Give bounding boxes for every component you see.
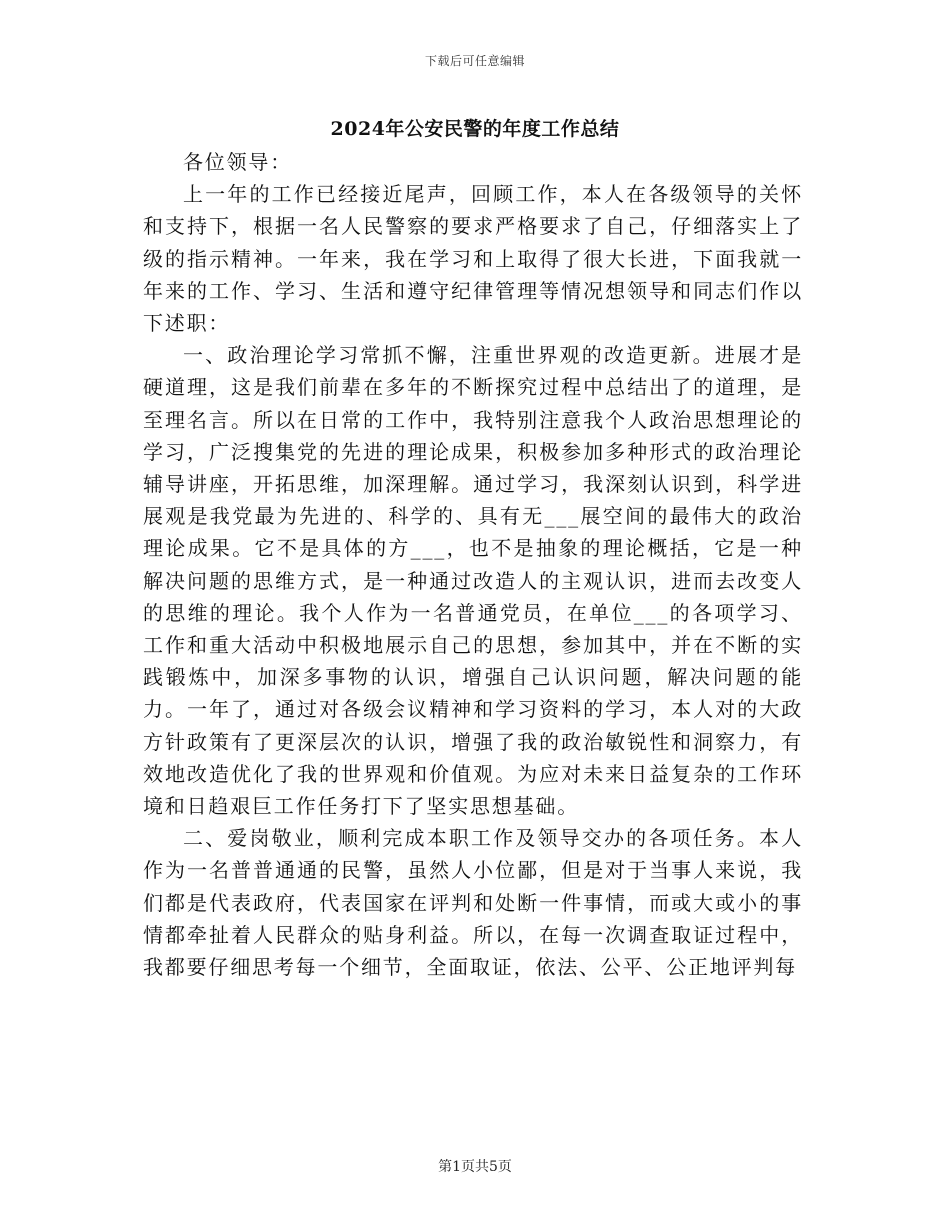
document-body (143, 146, 803, 983)
page-number: 第1页共5页 (438, 1159, 512, 1175)
paragraph-intro: 上一年的工作已经接近尾声，回顾工作，本人在各级领导的关怀和支持下，根据一名人民警察的要求严格要求了自己，仔细落实上了级的指示精神。一年来，我在学习和上取得了很大长进，下面我就一年来的工作、学习、生活和遵守纪律管理等情况想领导和同志们作以下述职： (143, 182, 803, 336)
paragraph-dedication: 二、爱岗敬业，顺利完成本职工作及领导交办的各项任务。本人作为一名普普通通的民警，虽然人小位鄙，但是对于当事人来说，我们都是代表政府，代表国家在评判和处断一件事情，而或大或小的事情都牵扯着人民群众的贴身利益。所以，在每一次调查取证过程中，我都要仔细思考每一个细节，全面取证，依法、公平、公正地评判每 (143, 826, 803, 980)
salutation: 各位领导： (183, 150, 292, 174)
paragraph-political-study: 一、政治理论学习常抓不懈，注重世界观的改造更新。进展才是硬道理，这是我们前辈在多年的不断探究过程中总结出了的道理，是至理名言。所以在日常的工作中，我特别注意我个人政治思想理论的学习，广泛搜集党的先进的理论成果，积极参加多种形式的政治理论辅导讲座，开拓思维，加深理解。通过学习，我深刻认识到，科学进展观是我党最为先进的、科学的、具有无___展空间的最伟大的政治理论成果。它不是具体的方___，也不是抽象的理论概括，它是一种解决问题的思维方式，是一种通过改造人的主观认识，进而去改变人的思维的理论。我个人作为一名普通党员，在单位___的各项学习、工作和重大活动中积极地展示自己的思想，参加其中，并在不断的实践锻炼中，加深多事物的认识，增强自己认识问题，解决问题的能力。一年了，通过对各级会议精神和学习资料的学习，本人对的大政方针政策有了更深层次的认识，增强了我的政治敏锐性和洞察力，有效地改造优化了我的世界观和价值观。为应对未来日益复杂的工作环境和日趋艰巨工作任务打下了坚实思想基础。 (143, 343, 803, 819)
header-note: 下载后可任意编辑 (424, 54, 525, 68)
document-title: 2024年公安民警的年度工作总结 (330, 118, 620, 140)
